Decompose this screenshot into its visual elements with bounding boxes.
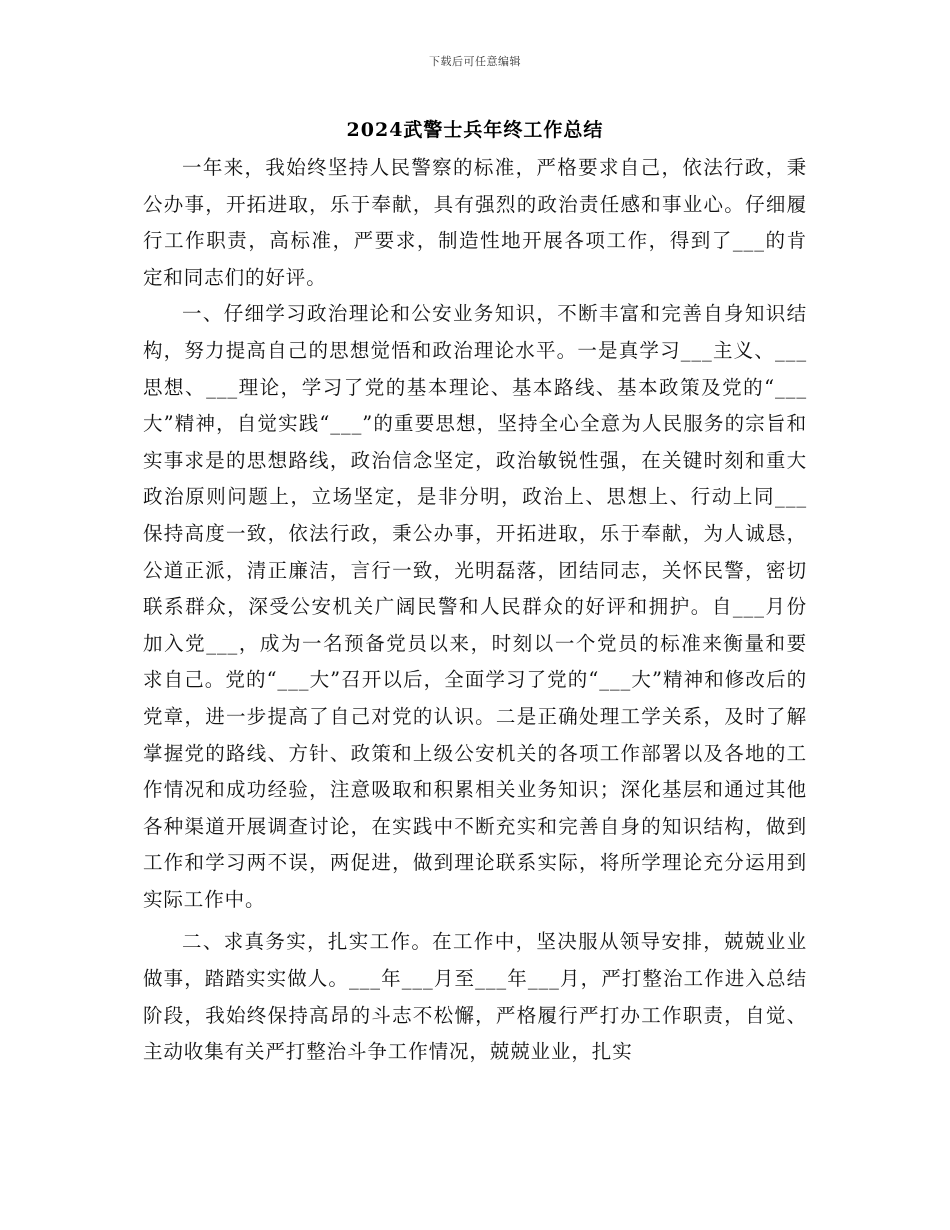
- paragraph-section-one: 一、仔细学习政治理论和公安业务知识，不断丰富和完善自身知识结构，努力提高自己的思想觉悟和政治理论水平。一是真学习___主义、___思想、___理论，学习了党的基本理论、基本路线、基本政策及党的“___大”精神，自觉实践“___”的重要思想，坚持全心全意为人民服务的宗旨和实事求是的思想路线，政治信念坚定，政治敏锐性强，在关键时刻和重大政治原则问题上，立场坚定，是非分明，政治上、思想上、行动上同___保持高度一致，依法行政，秉公办事，开拓进取，乐于奉献，为人诚恳，公道正派，清正廉洁，言行一致，光明磊落，团结同志，关怀民警，密切联系群众，深受公安机关广阔民警和人民群众的好评和拥护。自___月份加入党___，成为一名预备党员以来，时刻以一个党员的标准来衡量和要求自己。党的“___大”召开以后，全面学习了党的“___大”精神和修改后的党章，进一步提高了自己对党的认识。二是正确处理工学关系，及时了解掌握党的路线、方针、政策和上级公安机关的各项工作部署以及各地的工作情况和成功经验，注意吸取和积累相关业务知识；深化基层和通过其他各种渠道开展调查讨论，在实践中不断充实和完善自身的知识结构，做到工作和学习两不误，两促进，做到理论联系实际，将所学理论充分运用到实际工作中。: [143, 302, 807, 911]
- paragraph-intro: 一年来，我始终坚持人民警察的标准，严格要求自己，依法行政，秉公办事，开拓进取，乐于奉献，具有强烈的政治责任感和事业心。仔细履行工作职责，高标准，严要求，制造性地开展各项工作，得到了___的肯定和同志们的好评。: [143, 156, 807, 289]
- document-title: 2024武警士兵年终工作总结: [346, 119, 604, 141]
- paragraph-section-two: 二、求真务实，扎实工作。在工作中，坚决服从领导安排，兢兢业业做事，踏踏实实做人。___年___月至___年___月，严打整治工作进入总结阶段，我始终保持高昂的斗志不松懈，严格履行严打办工作职责，自觉、主动收集有关严打整治斗争工作情况，兢兢业业，扎实: [143, 930, 807, 1064]
- header-note: 下载后可任意编辑: [429, 55, 521, 68]
- document-body: [143, 150, 807, 1071]
